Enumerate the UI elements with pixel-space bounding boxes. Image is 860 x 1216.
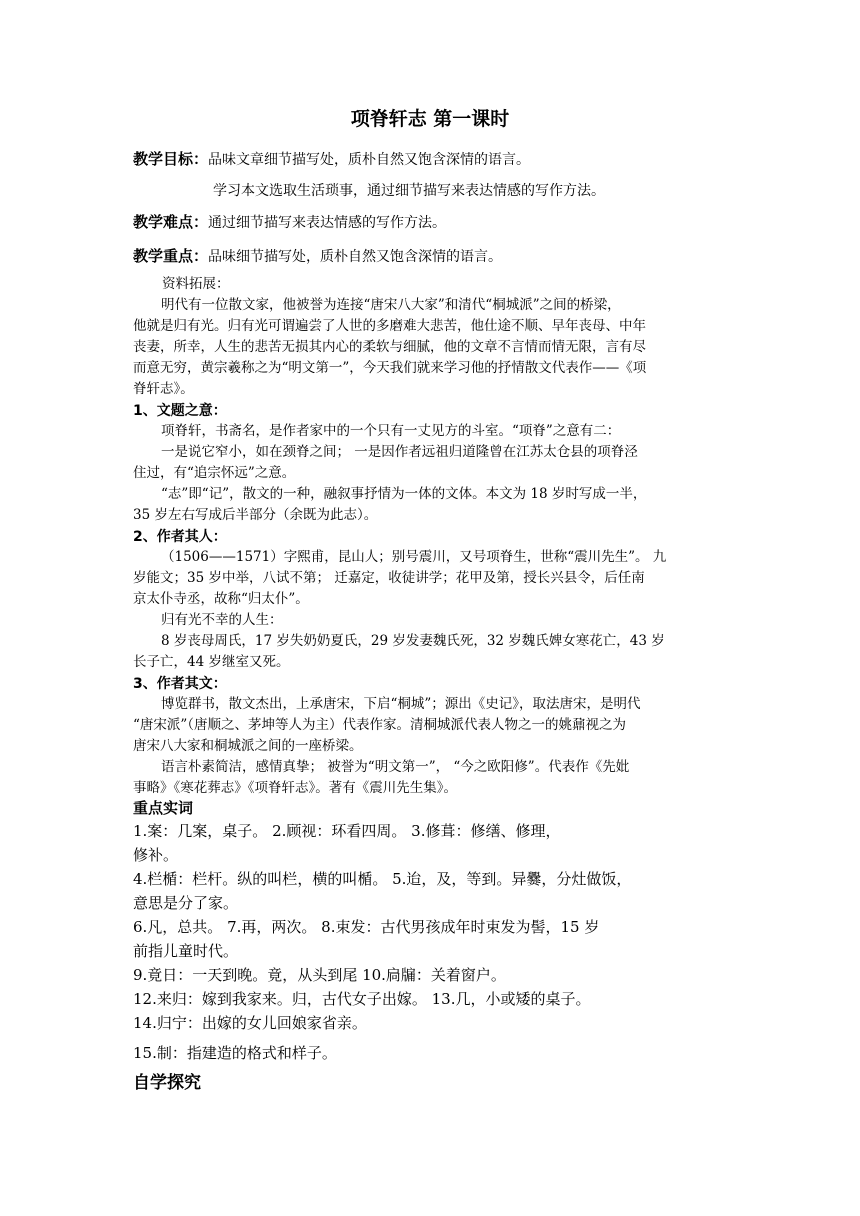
vocab-heading: 重点实词 — [133, 799, 194, 817]
vocab-line: 12.来归：嫁到我家来。归，古代女子出嫁。 13.几，小或矮的桌子。 — [133, 990, 591, 1008]
goal-label: 教学目标： — [133, 150, 209, 168]
section-heading: 1、文题之意： — [133, 403, 227, 419]
vocab-line: 15.制：指建造的格式和样子。 — [133, 1044, 337, 1062]
vocab-line: 9.竟日：一天到晚。竟，从头到尾 10.扃牖：关着窗户。 — [133, 966, 506, 984]
section3-line: “唐宋派”（唐顺之、茅坤等人为主）代表作家。清桐城派代表人物之一的姚鼐视之为 — [133, 717, 627, 733]
section1-line: “志”即“记”，散文的一种，融叙事抒情为一体的文体。本文为 18 岁时写成一半， — [161, 486, 647, 502]
resources-line: 丧妻，所幸，人生的悲苦无损其内心的柔软与细腻，他的文章不言情而情无限，言有尽 — [133, 339, 646, 355]
document-title: 项脊轩志 第一课时 — [350, 108, 510, 130]
self-study-heading: 自学探究 — [133, 1073, 201, 1093]
section2-line: （1506——1571）字熙甫，昆山人；别号震川，又号项脊生，世称“震川先生”。 九 — [161, 549, 667, 565]
teaching-difficulty — [133, 211, 446, 232]
vocab-line: 4.栏楯：栏杆。纵的叫栏，横的叫楯。 5.迨，及，等到。异爨，分灶做饭， — [133, 870, 632, 888]
section-heading: 2、作者其人： — [133, 529, 227, 545]
section1-line: 项脊轩，书斋名，是作者家中的一个只有一丈见方的斗室。“项脊”之意有二： — [161, 423, 621, 439]
section2-line: 长子亡，44 岁继室又死。 — [133, 654, 290, 670]
section3-line: 语言朴素简洁，感情真挚； 被誉为“明文第一”， “今之欧阳修”。代表作《先妣 — [161, 759, 630, 775]
section1-line: 35 岁左右写成后半部分（余既为此志）。 — [133, 507, 378, 523]
goal-text: 品味文章细节描写处，质朴自然又饱含深情的语言。 — [208, 152, 531, 168]
teaching-focus — [133, 245, 502, 266]
vocab-line: 修补。 — [133, 846, 179, 864]
resources-line: 而意无穷，黄宗羲称之为“明文第一”，今天我们就来学习他的抒情散文代表作——《项 — [133, 360, 647, 376]
resources-heading: 资料拓展： — [162, 276, 230, 292]
section1-line: 住过，有“追宗怀远”之意。 — [133, 465, 296, 481]
section2-line: 京太仆寺丞，故称“归太仆”。 — [133, 591, 309, 607]
difficulty-label: 教学难点： — [133, 213, 209, 231]
vocab-line: 1.案：几案，桌子。 2.顾视：环看四周。 3.修葺：修缮、修理， — [133, 822, 561, 840]
section2-line: 归有光不幸的人生： — [161, 612, 283, 628]
difficulty-text: 通过细节描写来表达情感的写作方法。 — [208, 215, 447, 231]
resources-line: 他就是归有光。归有光可谓遍尝了人世的多磨难大悲苦，他仕途不顺、早年丧母、中年 — [133, 318, 646, 334]
resources-line: 明代有一位散文家，他被誉为连接“唐宋八大家”和清代“桐城派”之间的桥梁， — [161, 297, 621, 313]
section3-line: 事略》《寒花葬志》《项脊轩志》。著有《震川先生集》。 — [133, 780, 457, 796]
focus-text: 品味细节描写处，质朴自然又饱含深情的语言。 — [208, 249, 503, 265]
section3-line: 博览群书，散文杰出，上承唐宋，下启“桐城”；源出《史记》，取法唐宋，是明代 — [161, 696, 641, 712]
vocab-line: 前指儿童时代。 — [133, 942, 239, 960]
section3-line: 唐宋八大家和桐城派之间的一座桥梁。 — [133, 738, 363, 754]
goal-text-2: 学习本文选取生活琐事，通过细节描写来表达情感的写作方法。 — [213, 183, 605, 199]
resources-line: 脊轩志》。 — [133, 381, 194, 397]
section-heading: 3、作者其文： — [133, 676, 227, 692]
vocab-line: 6.凡，总共。 7.再，两次。 8.束发：古代男孩成年时束发为髻，15 岁 — [133, 918, 600, 936]
section2-line: 岁能文；35 岁中举，八试不第； 迁嘉定，收徒讲学；花甲及第，授长兴县令，后任南 — [133, 570, 645, 586]
section1-line: 一是说它窄小，如在颈脊之间； 一是因作者远祖归道隆曾在江苏太仓县的项脊泾 — [161, 444, 638, 460]
vocab-line: 14.归宁：出嫁的女儿回娘家省亲。 — [133, 1014, 367, 1032]
section2-line: 8 岁丧母周氏，17 岁失奶奶夏氏，29 岁发妻魏氏死，32 岁魏氏婢女寒花亡，43 岁 — [161, 633, 665, 649]
teaching-goal — [133, 148, 530, 169]
vocab-line: 意思是分了家。 — [133, 894, 239, 912]
focus-label: 教学重点： — [133, 247, 209, 265]
